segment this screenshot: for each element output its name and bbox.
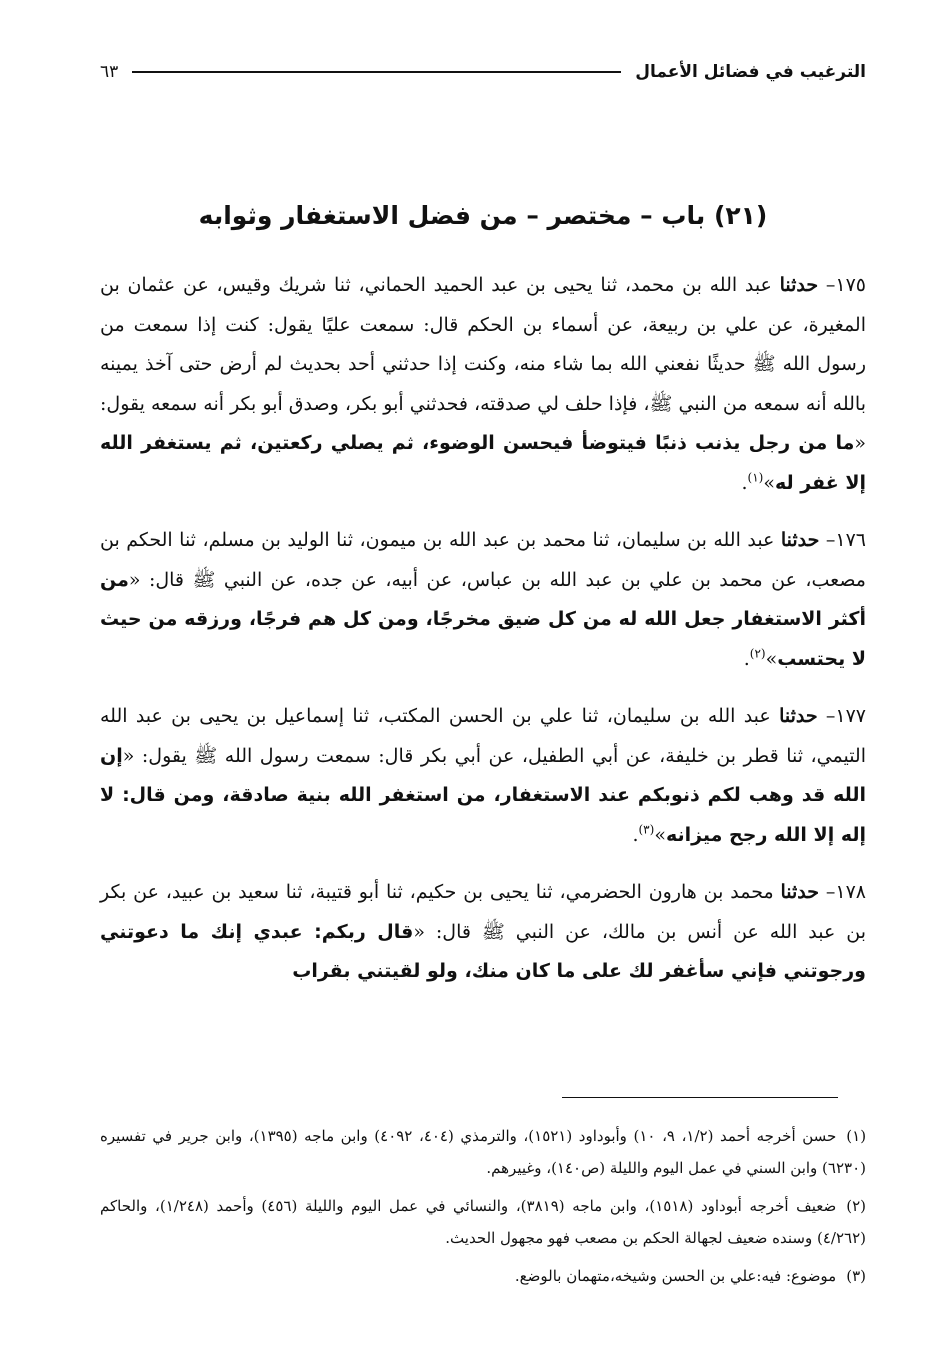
hadith-number: ١٧٧–: [825, 705, 867, 727]
hadith-lead: حدثنا: [780, 529, 820, 551]
page-number: ٦٣: [100, 62, 119, 82]
hadith-isnad: عبد الله بن سليمان، ثنا علي بن الحسن المكتب، ثنا إسماعيل بن يحيى بن عبد الله التيمي، ثنا قطر بن خليفة، عن أبي الطفيل، عن أبي بكر قال: سمعت رسول الله ﷺ يقول: «: [100, 705, 866, 767]
footnote-text: ضعيف أخرجه أبوداود (١٥١٨)، وابن ماجه (٣٨١٩)، والنسائي في عمل اليوم والليلة (٤٥٦) وأحمد (١/٢٤٨)، والحاكم (٤/٢٦٢) وسنده ضعيف لجهالة الحكم بن مصعب فهو مجهول الحديث.: [100, 1197, 866, 1247]
footnote-ref[interactable]: (٣): [638, 822, 655, 837]
footnote-3: [100, 1260, 866, 1292]
footnote-mark: (١): [846, 1127, 867, 1145]
hadith-close-quote: »: [654, 823, 666, 846]
hadith-matn: قال ربكم: عبدي إنك ما دعوتني ورجوتني فإني سأغفر لك على ما كان منك، ولو لقيتني بقراب: [100, 920, 866, 982]
footnote-ref[interactable]: (١): [747, 470, 764, 485]
hadith-isnad: محمد بن هارون الحضرمي، ثنا يحيى بن حكيم، ثنا أبو قتيبة، ثنا سعيد بن عبيد، عن بكر بن عبد الله عن أنس بن مالك، عن النبي ﷺ قال: «: [100, 881, 867, 943]
hadith-175: [100, 266, 866, 503]
hadith-body: [100, 266, 866, 1010]
footnote-1: [100, 1120, 866, 1184]
footnote-2: [100, 1190, 866, 1254]
footnote-mark: (٢): [846, 1197, 866, 1215]
footnote-mark: (٣): [846, 1267, 866, 1285]
hadith-tail: .: [632, 823, 639, 846]
hadith-lead: حدثنا: [779, 705, 818, 727]
footnote-separator: [562, 1097, 838, 1098]
hadith-number: ١٧٦–: [825, 529, 867, 551]
hadith-isnad: عبد الله بن سليمان، ثنا محمد بن عبد الله بن ميمون، ثنا الوليد بن مسلم، ثنا الحكم بن مصعب، عن محمد بن علي بن عبد الله بن عباس، عن أبيه، عن جده، عن النبي ﷺ قال: «: [100, 529, 866, 591]
hadith-matn: إن الله قد وهب لكم ذنوبكم عند الاستغفار، من استغفر الله بنية صادقة، ومن قال: لا إله إلا الله رجح ميزانه: [100, 744, 866, 846]
hadith-lead: حدثنا: [779, 274, 819, 296]
hadith-isnad: عبد الله بن محمد، ثنا يحيى بن عبد الحميد الحماني، ثنا شريك وقيس، عن عثمان بن المغيرة، عن علي بن ربيعة، عن أسماء بن الحكم قال: سمعت عليًا يقول: كنت إذا سمعت من رسول الله ﷺ حديثًا نفعني الله بما شاء منه، وكنت إذا حدثني أحد بحديث لم أرض حتى آخذ يمينه بالله أنه سمعه من النبي ﷺ، فإذا حلف لي صدقته، فحدثني أبو بكر، وصدق أبو بكر أنه سمعه يقول: «: [100, 274, 866, 454]
hadith-tail: .: [741, 471, 748, 494]
hadith-matn: ما من رجل يذنب ذنبًا فيتوضأ فيحسن الوضوء، ثم يصلي ركعتين، ثم يستغفر الله إلا غفر له: [100, 432, 866, 494]
hadith-178: [100, 873, 866, 992]
hadith-tail: .: [743, 647, 750, 670]
footnote-text: حسن أخرجه أحمد (١/٢، ٩، ١٠) وأبوداود (١٥٢١)، والترمذي (٤٠٤، ٤٠٩٢) وابن ماجه (١٣٩٥)، وابن جرير في تفسيره (٦٢٣٠) وابن السني في عمل اليوم والليلة (ص١٤٠)، وغييرهم.: [100, 1127, 866, 1177]
hadith-close-quote: »: [763, 471, 775, 494]
hadith-number: ١٧٥–: [825, 274, 866, 296]
hadith-176: [100, 521, 866, 679]
hadith-number: ١٧٨–: [825, 881, 866, 903]
footnote-text: موضوع: فيه:علي بن الحسن وشيخه،متهمان بالوضع.: [514, 1267, 837, 1285]
running-title: الترغيب في فضائل الأعمال: [635, 62, 866, 82]
footnote-ref[interactable]: (٢): [749, 646, 766, 661]
footnotes: [100, 1120, 866, 1298]
running-header: [100, 52, 866, 92]
header-rule: [132, 71, 621, 73]
hadith-177: [100, 697, 866, 855]
hadith-lead: حدثنا: [780, 881, 820, 903]
hadith-close-quote: »: [765, 647, 778, 670]
hadith-matn: من أكثر الاستغفار جعل الله له من كل ضيق مخرجًا، ومن كل هم فرجًا، ورزقه من حيث لا يحتسب: [100, 568, 866, 670]
chapter-title: (٢١) باب – مختصر – من فضل الاستغفار وثوابه: [198, 201, 768, 230]
